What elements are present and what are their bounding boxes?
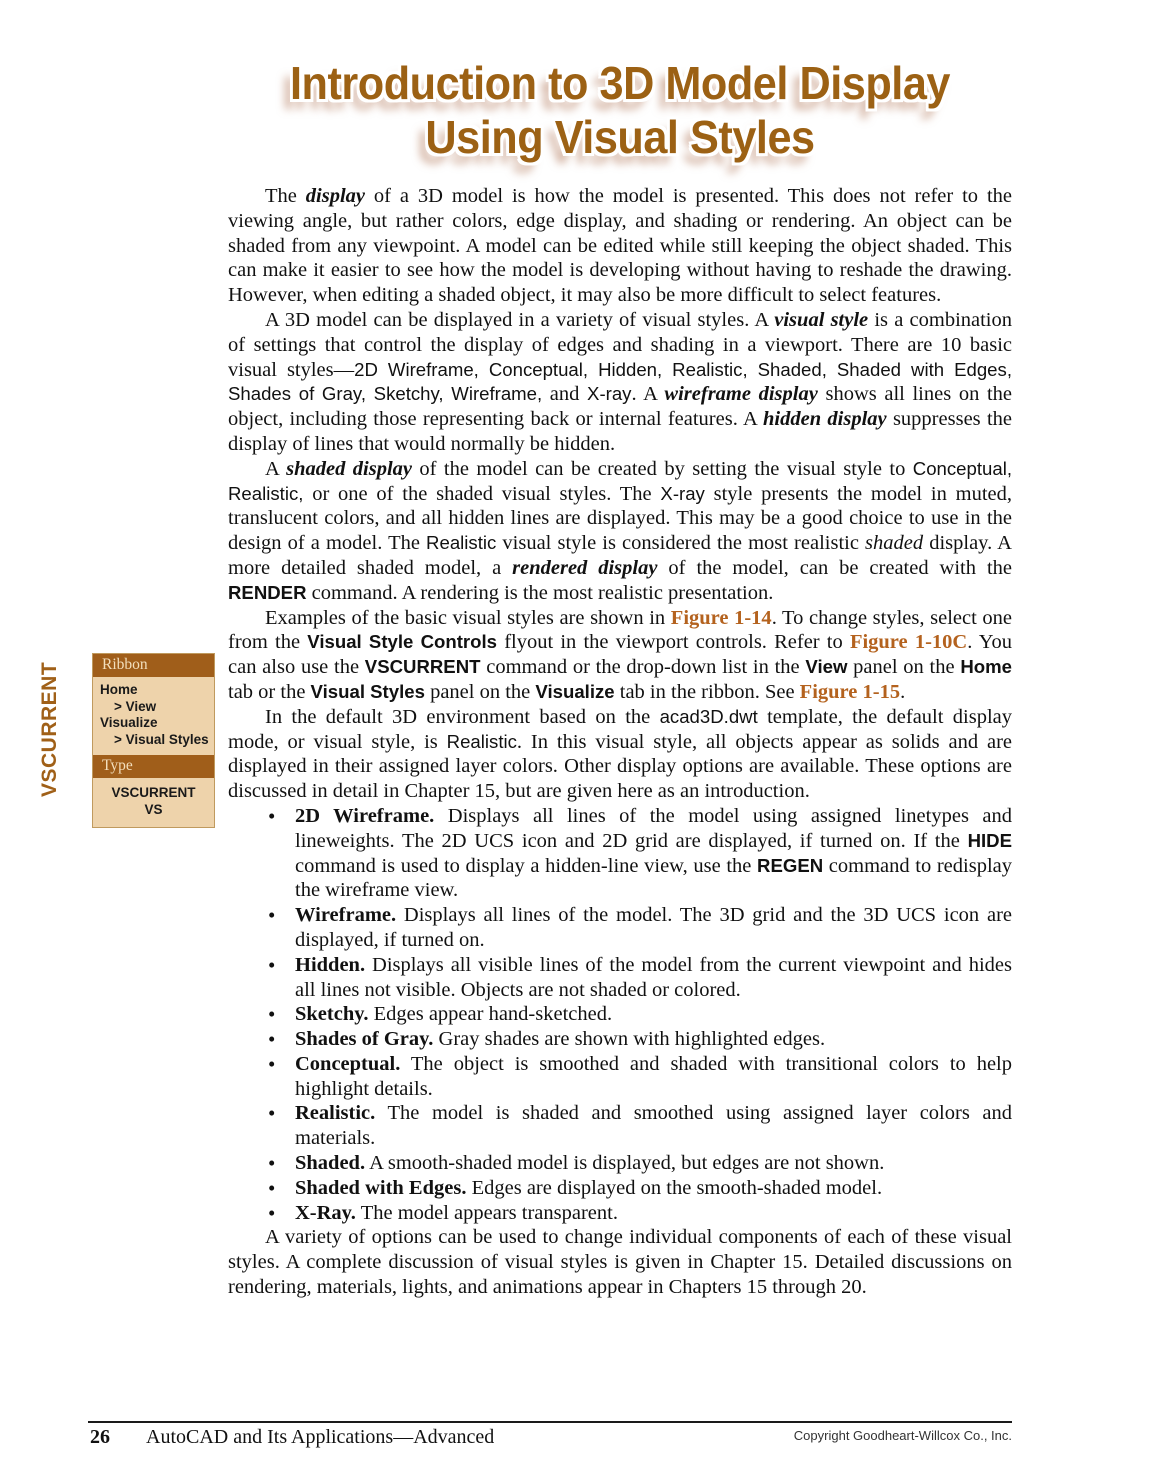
text-run: HIDE bbox=[967, 829, 1012, 851]
bullet-item bbox=[228, 1052, 1012, 1102]
text-run: acad3D.dwt bbox=[659, 705, 758, 727]
ribbon-path-item: Visualize bbox=[100, 715, 158, 730]
text-run: Shaded with Edges. bbox=[295, 1176, 467, 1199]
type-command: VSCURRENT bbox=[111, 785, 196, 800]
bullet-item bbox=[228, 1176, 1012, 1201]
text-run: shaded display bbox=[286, 457, 412, 480]
text-run: Home bbox=[960, 656, 1012, 678]
ribbon-header: Ribbon bbox=[93, 654, 214, 677]
text-run: Conceptual, Realistic, bbox=[228, 457, 1012, 504]
type-command: VS bbox=[144, 801, 163, 817]
figure-reference: Figure 1-10C bbox=[849, 631, 968, 654]
text-run: Realistic bbox=[426, 532, 497, 554]
visual-styles-list bbox=[228, 804, 1012, 1226]
text-run: Displays all visible lines of the model from the current viewpoint and hides all lines not visible. Objects are not shaded or colored. bbox=[295, 953, 1012, 1001]
text-run: The model is shaded and smoothed using assigned layer colors and materials. bbox=[295, 1102, 1012, 1150]
text-run: RENDER bbox=[228, 581, 307, 603]
text-run: wireframe display bbox=[664, 383, 818, 406]
text-run: of the model can be created by setting the visual style to bbox=[412, 457, 913, 480]
text-run: Wireframe. bbox=[295, 904, 397, 927]
text-run: . A bbox=[631, 383, 665, 406]
text-run: X-Ray. bbox=[295, 1201, 356, 1224]
paragraph bbox=[228, 1225, 1012, 1299]
text-run: Realistic bbox=[446, 730, 517, 752]
text-run: A bbox=[265, 457, 287, 480]
text-run: visual style bbox=[774, 308, 869, 331]
bullet-item bbox=[228, 1151, 1012, 1176]
text-run: . bbox=[900, 680, 906, 703]
text-run: panel on the bbox=[847, 656, 961, 679]
paragraph bbox=[228, 606, 1012, 705]
text-run: A smooth-shaded model is displayed, but edges are not shown. bbox=[365, 1152, 885, 1175]
chapter-title-line1: Introduction to 3D Model Display bbox=[290, 57, 950, 109]
paragraph bbox=[228, 308, 1012, 457]
text-run: The bbox=[265, 185, 306, 207]
text-run: Displays all lines of the model using assigned linetypes and lineweights. The 2D UCS icon and 2D grid are displayed, if turned on. If the bbox=[295, 804, 1012, 852]
vscurrent-vertical-label: VSCURRENT bbox=[38, 661, 61, 797]
margin-command-label bbox=[38, 653, 90, 797]
text-run: suppresses the display of lines that would normally be hidden. bbox=[228, 408, 1012, 455]
bullet-item bbox=[228, 1002, 1012, 1027]
intro-paragraphs bbox=[228, 184, 1012, 804]
text-run: tab or the bbox=[228, 680, 311, 703]
text-run: . You can also use the bbox=[228, 631, 1012, 679]
text-run: of a 3D model is how the model is presented. This does not refer to the viewing angle, but rather colors, edge display, and shading or rendering. An object can be shaded from any viewpoint. A model can be edited while still keeping the object shaded. This can make it easier to see how the model is developing without having to reshade the drawing. However, when editing a shaded object, it may also be more difficult to select features. bbox=[228, 185, 1013, 307]
bullet-item bbox=[228, 1101, 1012, 1151]
text-run: or one of the shaded visual styles. The bbox=[303, 482, 661, 505]
text-run: 2D Wireframe. bbox=[295, 804, 435, 827]
type-command-list bbox=[93, 778, 214, 827]
text-run: of the model, can be created with the bbox=[657, 556, 1012, 579]
text-run: and bbox=[542, 383, 588, 406]
text-run: rendered display bbox=[512, 556, 658, 579]
text-run: display. A more detailed shaded model, a bbox=[228, 532, 1012, 579]
ribbon-path-list bbox=[93, 677, 214, 755]
text-run: display bbox=[305, 185, 365, 207]
text-run: Edges are displayed on the smooth-shaded model. bbox=[466, 1176, 883, 1199]
text-run: Realistic. bbox=[295, 1102, 376, 1125]
text-run: Visualize bbox=[535, 680, 615, 702]
ribbon-path-item: > Visual Styles bbox=[114, 731, 209, 747]
text-run: shows all lines on the object, including those representing back or internal features. A bbox=[228, 383, 1012, 431]
paragraph bbox=[228, 184, 1012, 308]
text-run: Visual Style Controls bbox=[307, 631, 498, 653]
text-run: . To change styles, select one from the bbox=[228, 606, 1012, 654]
bullet-item bbox=[228, 804, 1012, 903]
figure-reference: Figure 1-14 bbox=[670, 606, 772, 629]
text-run: command or the drop-down list in the bbox=[480, 656, 806, 679]
chapter-title-line2: Using Visual Styles bbox=[425, 111, 815, 163]
text-run: VSCURRENT bbox=[364, 656, 481, 678]
text-run: Shaded. bbox=[295, 1152, 366, 1175]
text-run: is a combination of settings that control the display of edges and shading in a viewport. There are 10 basic visual styles— bbox=[228, 308, 1012, 381]
closing-paragraph bbox=[228, 1225, 1012, 1299]
text-run: The object is smoothed and shaded with transitional colors to help highlight details. bbox=[295, 1052, 1012, 1100]
text-run: style presents the model in muted, translucent colors, and all hidden lines are displayed. This may be a good choice to use in the design of a model. The bbox=[228, 482, 1012, 555]
text-run: Conceptual. bbox=[295, 1052, 401, 1075]
bullet-item bbox=[228, 903, 1012, 953]
text-run: 2D Wireframe, Conceptual, Hidden, Realistic, Shaded, Shaded with Edges, Shades of Gray, Sketchy, Wireframe, bbox=[228, 358, 1012, 405]
text-run: Displays all lines of the model. The 3D grid and the 3D UCS icon are displayed, if turned on. bbox=[295, 904, 1012, 951]
text-run: REGEN bbox=[757, 854, 824, 876]
bullet-item bbox=[228, 1027, 1012, 1052]
type-header: Type bbox=[93, 755, 214, 778]
text-run: command to redisplay the wireframe view. bbox=[295, 854, 1012, 902]
paragraph bbox=[228, 457, 1012, 606]
text-run: hidden display bbox=[763, 408, 887, 431]
bullet-item bbox=[228, 1201, 1012, 1226]
text-run: Sketchy. bbox=[295, 1003, 369, 1026]
text-run: X-ray bbox=[660, 482, 705, 504]
text-run: Visual Styles bbox=[310, 680, 425, 702]
text-run: A 3D model can be displayed in a variety of visual styles. A bbox=[265, 308, 775, 331]
text-run: In the default 3D environment based on the bbox=[265, 705, 660, 728]
footer-rule bbox=[88, 1421, 1012, 1423]
text-run: Examples of the basic visual styles are shown in bbox=[265, 606, 671, 629]
text-run: X-ray bbox=[587, 383, 632, 405]
paragraph bbox=[228, 705, 1012, 804]
text-run: Edges appear hand-sketched. bbox=[368, 1003, 613, 1026]
text-run: tab in the ribbon. See bbox=[614, 680, 800, 703]
text-run: A variety of options can be used to change individual components of each of these visual styles. A complete discussion of visual styles is given in Chapter 15. Detailed discussions on rendering, materials, lights, and animations appear in Chapters 15 through 20. bbox=[228, 1226, 1012, 1299]
text-run: panel on the bbox=[424, 680, 536, 703]
text-run: shaded bbox=[865, 532, 924, 555]
ribbon-path-item: > View bbox=[114, 698, 157, 714]
chapter-title bbox=[118, 56, 1122, 164]
body-column bbox=[228, 184, 1012, 1300]
bullet-item bbox=[228, 953, 1012, 1003]
text-run: command is used to display a hidden-line view, use the bbox=[295, 854, 758, 877]
text-run: Gray shades are shown with highlighted edges. bbox=[433, 1028, 826, 1051]
command-reference-box bbox=[92, 653, 215, 828]
text-run: flyout in the viewport controls. Refer to bbox=[497, 631, 850, 654]
text-run: command. A rendering is the most realistic presentation. bbox=[306, 581, 774, 604]
text-run: Hidden. bbox=[295, 953, 366, 976]
figure-reference: Figure 1-15 bbox=[799, 680, 901, 703]
text-run: Shades of Gray. bbox=[295, 1028, 434, 1051]
ribbon-path-item: Home bbox=[100, 682, 138, 697]
text-run: template, the default display mode, or visual style, is bbox=[228, 705, 1012, 753]
text-run: . In this visual style, all objects appear as solids and are displayed in their assigned layer colors. Other display options are available. These options are discussed in detail in Chapter 15, but are given here as an introduction. bbox=[228, 730, 1013, 803]
text-run: The model appears transparent. bbox=[355, 1201, 618, 1224]
book-title: AutoCAD and Its Applications—Advanced bbox=[146, 1426, 495, 1448]
page-number: 26 bbox=[90, 1426, 110, 1448]
text-run: visual style is considered the most realistic bbox=[496, 532, 866, 555]
text-run: View bbox=[805, 656, 848, 678]
copyright-notice: Copyright Goodheart-Willcox Co., Inc. bbox=[793, 1428, 1012, 1443]
